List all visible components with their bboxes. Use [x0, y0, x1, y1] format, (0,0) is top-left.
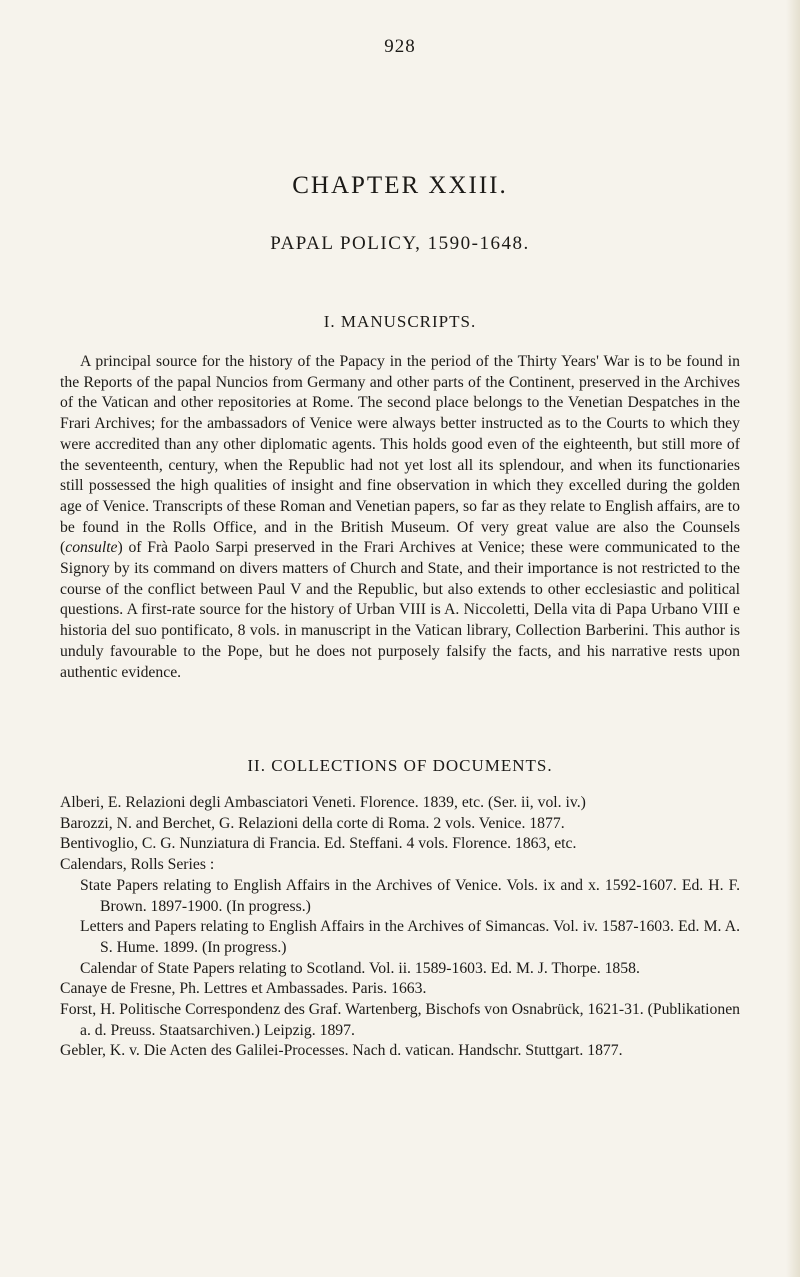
- bibliography-entry: Alberi, E. Relazioni degli Ambasciatori Veneti. Florence. 1839, etc. (Ser. ii, vol. iv.): [60, 794, 586, 811]
- paragraph-text: [60, 352, 740, 683]
- chapter-subtitle: PAPAL POLICY, 1590-1648.: [270, 233, 530, 254]
- bibliography-subentry: Calendar of State Papers relating to Scotland. Vol. ii. 1589-1603. Ed. M. J. Thorpe. 1858.: [80, 959, 640, 977]
- bibliography-entry: Forst, H. Politische Correspondenz des Graf. Wartenberg, Bischofs von Osnabrück, 1621-31. (Publikationen a. d. Preuss. Staatsarchiven.) Leipzig. 1897.: [60, 1001, 741, 1039]
- bibliography-subentry: Letters and Papers relating to English Affairs in the Archives of Simancas. Vol. iv. 1587-1603. Ed. M. A. S. Hume. 1899. (In progress.): [80, 918, 740, 956]
- bibliography-entry: Bentivoglio, C. G. Nunziatura di Francia. Ed. Steffani. 4 vols. Florence. 1863, etc.: [60, 835, 577, 853]
- chapter-title: CHAPTER XXIII.: [292, 172, 508, 199]
- bibliography-entry: Canaye de Fresne, Ph. Lettres et Ambassades. Paris. 1663.: [60, 980, 427, 998]
- page-number: 928: [384, 36, 416, 57]
- section-heading-collections: II. COLLECTIONS OF DOCUMENTS.: [247, 756, 553, 775]
- bibliography-subentry: State Papers relating to English Affairs in the Archives of Venice. Vols. ix and x. 1592-1607. Ed. H. F. Brown. 1897-1900. (In progress.): [80, 876, 740, 915]
- section-heading-manuscripts: I. MANUSCRIPTS.: [323, 312, 477, 331]
- bibliography-entry: Calendars, Rolls Series :: [60, 856, 215, 874]
- bibliography-entry: Barozzi, N. and Berchet, G. Relazioni della corte di Roma. 2 vols. Venice. 1877.: [60, 814, 565, 832]
- paragraph-italic-term: consulte: [65, 539, 118, 557]
- paragraph-part-1: A principal source for the history of the Papacy in the period of the Thirty Years' War is to be found in the Reports of the papal Nuncios from Germany and other parts of the Continent, preserved in the Archives of the Vatican and other repositories at Rome. The second place belongs to the Venetian Despatches in the Frari Archives; for the ambassadors of Venice were always better instructed as to the Courts to which they were accredited than any other diplomatic agents. This holds good even of the eighteenth, but still more of the seventeenth, century, when the Republic had not yet lost all its splendour, and when its functionaries still possessed the high qualities of insight and fine observation in which they excelled during the golden age of Venice. Transcripts of these Roman and Venetian papers, so far as they relate to English affairs, are to be found in the Rolls Office, and in the British Museum. Of very great value are also the Counsels (: [60, 353, 740, 557]
- bibliography-list: [60, 793, 740, 1062]
- paragraph-part-2: ) of Frà Paolo Sarpi preserved in the Frari Archives at Venice; these were communicated to the Signory by its command on divers matters of Church and State, and their importance is not restricted to the course of the conflict between Paul V and the Republic, but also extends to other ecclesiastic and political questions. A first-rate source for the history of Urban VIII is A. Niccoletti, Della vita di Papa Urbano VIII e historia del suo pontificato, 8 vols. in manuscript in the Vatican library, Collection Barberini. This author is unduly favourable to the Pope, but he does not purposely falsify the facts, and his narrative rests upon authentic evidence.: [60, 539, 740, 681]
- manuscripts-paragraph: [60, 352, 740, 683]
- bibliography-entry: Gebler, K. v. Die Acten des Galilei-Processes. Nach d. vatican. Handschr. Stuttgart. 1877.: [60, 1042, 623, 1060]
